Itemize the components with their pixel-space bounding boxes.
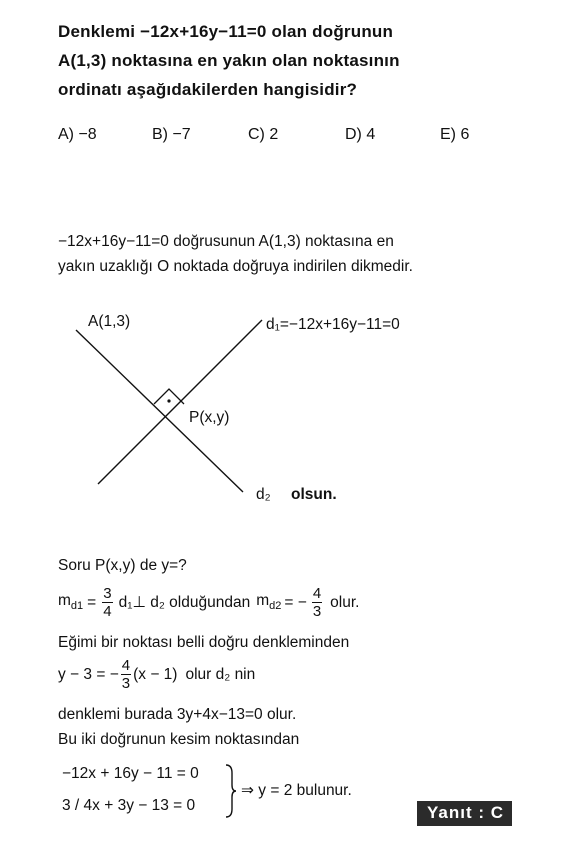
option-e[interactable]: E) 6 — [440, 126, 470, 143]
x-minus-1: (x − 1) — [133, 665, 178, 683]
step-d2-result: denklemi burada 3y+4x−13=0 olur. — [58, 706, 297, 723]
step-intersection: Bu iki doğrunun kesim noktasından — [58, 731, 300, 748]
fraction-4-3-b: $\frac{4}{3}$ — [121, 657, 131, 692]
equals-minus-sign: = − — [284, 593, 307, 611]
right-angle-dot — [167, 399, 170, 402]
olsun-label: olsun. — [291, 486, 337, 503]
question-line-1: Denklemi −12x+16y−11=0 olan doğrunun — [58, 22, 394, 41]
point-a-label: A(1,3) — [88, 313, 131, 330]
m-d2-symbol: $m_{d2}$ — [256, 592, 282, 613]
question-line-3: ordinatı aşağıdakilerden hangisidir? — [58, 80, 358, 99]
point-slope-prefix: y − 3 = − — [58, 665, 119, 683]
perpendicular-text: d₁⊥ d₂ olduğundan — [118, 594, 251, 611]
line-d1 — [98, 320, 262, 484]
olur-text: olur. — [330, 593, 360, 611]
step-question: Soru P(x,y) de y=? — [58, 557, 187, 574]
m-d1-symbol: $m_{d1}$ — [58, 592, 84, 613]
line-d2-label: d₂ — [256, 486, 271, 503]
system-equation-1: −12x + 16y − 11 = 0 — [62, 765, 199, 782]
result-text: ⇒ y = 2 bulunur. — [241, 782, 352, 799]
point-p-label: P(x,y) — [189, 409, 230, 426]
option-b[interactable]: B) −7 — [152, 126, 191, 143]
equals-sign: = — [87, 593, 97, 611]
option-d[interactable]: D) 4 — [345, 126, 376, 143]
question-line-2: A(1,3) noktasına en yakın olan noktasının — [58, 51, 400, 70]
solution-intro-1: −12x+16y−11=0 doğrusunun A(1,3) noktasına en — [58, 233, 394, 250]
option-c[interactable]: C) 2 — [248, 126, 279, 143]
step-d2-equation — [58, 658, 255, 691]
option-a[interactable]: A) −8 — [58, 126, 97, 143]
step-point-slope: Eğimi bir noktası belli doğru denkleminden — [58, 634, 350, 651]
solution-intro-2: yakın uzaklığı O noktada doğruya indirilen dikmedir. — [58, 258, 413, 275]
d2-nin-text: olur d₂ nin — [185, 665, 256, 683]
answer-badge: Yanıt : C — [417, 801, 512, 826]
fraction-4-3: $\frac{4}{3}$ — [312, 585, 322, 620]
line-d1-label: d₁=−12x+16y−11=0 — [266, 316, 400, 333]
fraction-3-4: $\frac{3}{4}$ — [103, 585, 112, 620]
step-slopes — [58, 586, 359, 619]
system-equation-2: 3 / 4x + 3y − 13 = 0 — [62, 797, 196, 814]
right-brace-icon — [224, 763, 238, 819]
